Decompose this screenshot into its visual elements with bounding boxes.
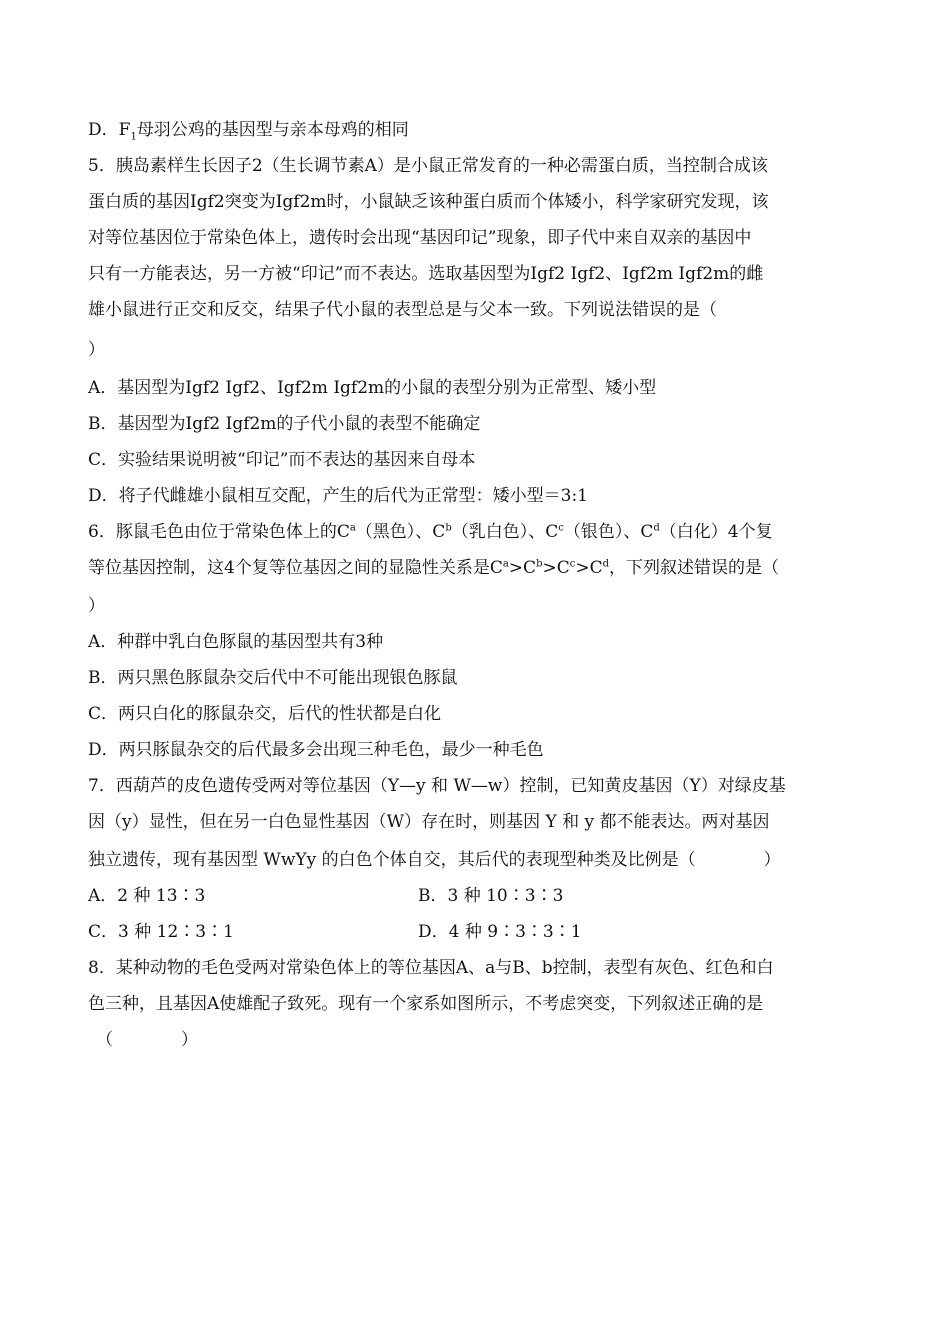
q6-option-c: C．两只白化的豚鼠杂交，后代的性状都是白化 [88, 704, 442, 724]
q5-option-d: D．将子代雌雄小鼠相互交配，产生的后代为正常型：矮小型＝3:1 [88, 486, 588, 506]
q5-stem-line-2: 蛋白质的基因Igf2突变为Igf2m时，小鼠缺乏该种蛋白质而个体矮小，科学家研究发现，该 [88, 192, 769, 212]
q7-stem-line-2: 因（y）显性，但在另一白色显性基因（W）存在时，则基因 Y 和 y 都不能表达。两对基因 [88, 812, 770, 832]
q6-stem-line-2: 等位基因控制，这4个复等位基因之间的显隐性关系是$C^a>C^b>C^c>C^d$，下列叙述错误的是（ [88, 558, 780, 578]
q4-option-d: D．$F_1$母羽公鸡的基因型与亲本母鸡的相同 [88, 120, 409, 143]
q5-stem-line-1: 5．胰岛素样生长因子2（生长调节素A）是小鼠正常发育的一种必需蛋白质，当控制合成该 [88, 156, 768, 176]
q7-option-c: C．3 种 12∶3∶1 [88, 922, 234, 942]
q6-option-a: A．种群中乳白色豚鼠的基因型共有3种 [88, 632, 384, 652]
q6-option-b: B．两只黑色豚鼠杂交后代中不可能出现银色豚鼠 [88, 668, 458, 688]
q6-stem-line-1: 6．豚鼠毛色由位于常染色体上的$C^a$（黑色）、$C^b$（乳白色）、$C^c$（银色）、$C^d$（白化）4个复 [88, 522, 773, 542]
q7-option-d: D．4 种 9∶3∶3∶1 [418, 922, 582, 942]
q7-option-a: A．2 种 13∶3 [88, 886, 206, 906]
q5-option-c: C．实验结果说明被“印记”而不表达的基因来自母本 [88, 450, 476, 470]
q5-option-b: B．基因型为Igf2 Igf2m的子代小鼠的表型不能确定 [88, 414, 481, 434]
q5-stem-line-3: 对等位基因位于常染色体上，遗传时会出现“基因印记”现象，即子代中来自双亲的基因中 [88, 228, 752, 248]
q7-stem-line-1: 7．西葫芦的皮色遗传受两对等位基因（Y—y 和 W—w）控制，已知黄皮基因（Y）对绿皮基 [88, 776, 786, 796]
q6-stem-line-3: ） [88, 596, 105, 616]
q8-stem-line-2: 色三种，且基因A使雄配子致死。现有一个家系如图所示，不考虑突变，下列叙述正确的是 [88, 994, 764, 1014]
q6-option-d: D．两只豚鼠杂交的后代最多会出现三种毛色，最少一种毛色 [88, 740, 544, 760]
q8-stem-line-3: （ ） [96, 1030, 198, 1050]
q5-stem-line-5: 雄小鼠进行正交和反交，结果子代小鼠的表型总是与父本一致。下列说法错误的是（ [88, 300, 717, 320]
q7-stem-line-3: 独立遗传，现有基因型 WwYy 的白色个体自交，其后代的表现型种类及比例是（ ） [88, 850, 781, 870]
q5-stem-line-6: ） [88, 340, 105, 360]
q5-option-a: A．基因型为Igf2 Igf2、Igf2m Igf2m的小鼠的表型分别为正常型、矮小型 [88, 378, 657, 398]
q5-stem-line-4: 只有一方能表达，另一方被“印记”而不表达。选取基因型为Igf2 Igf2、Igf2m Igf2m的雌 [88, 264, 764, 284]
q7-option-b: B．3 种 10∶3∶3 [418, 886, 564, 906]
q8-stem-line-1: 8．某种动物的毛色受两对常染色体上的等位基因A、a与B、b控制，表型有灰色、红色和白 [88, 958, 774, 978]
